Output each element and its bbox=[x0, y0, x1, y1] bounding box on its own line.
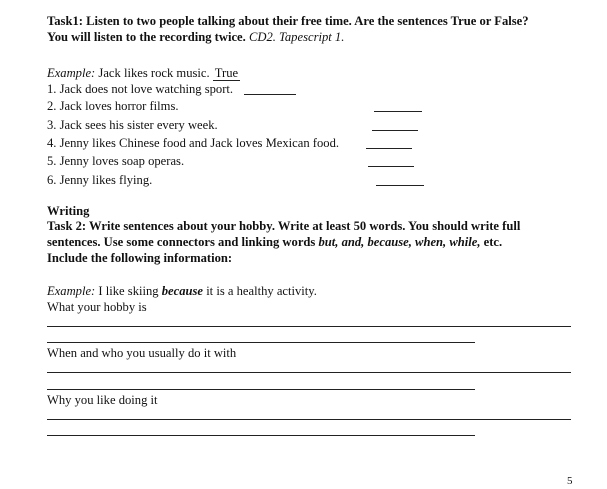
prompt-hobby: What your hobby is bbox=[47, 300, 147, 314]
writing-line-3a[interactable] bbox=[47, 419, 571, 420]
task1-item-5: 5. Jenny loves soap operas. bbox=[47, 154, 185, 168]
task2-example-because: because bbox=[161, 284, 204, 298]
task1-example-label: Example: bbox=[47, 66, 96, 80]
task2-example-label: Example: bbox=[47, 284, 96, 298]
writing-line-2a[interactable] bbox=[47, 372, 571, 373]
task2-connectors: but, and, because, when, while, bbox=[318, 235, 481, 249]
task2-example bbox=[47, 284, 317, 299]
task1-answer-blank-5[interactable] bbox=[368, 166, 414, 167]
task2-line2 bbox=[47, 235, 502, 250]
writing-line-3b[interactable] bbox=[47, 435, 475, 436]
task1-answer-blank-3[interactable] bbox=[372, 130, 418, 131]
task1-item-3: 3. Jack sees his sister every week. bbox=[47, 118, 218, 132]
task1-answer-blank-2[interactable] bbox=[374, 111, 422, 112]
task1-example bbox=[47, 66, 240, 81]
prompt-when-who: When and who you usually do it with bbox=[47, 346, 237, 360]
task1-item-6: 6. Jenny likes flying. bbox=[47, 173, 153, 187]
task1-item-2: 2. Jack loves horror films. bbox=[47, 99, 179, 113]
writing-line-1a[interactable] bbox=[47, 326, 571, 327]
task1-answer-blank-1[interactable] bbox=[244, 94, 296, 95]
task2-example-c: it is a healthy activity. bbox=[206, 284, 317, 298]
task1-item-4: 4. Jenny likes Chinese food and Jack loves Mexican food. bbox=[47, 136, 340, 150]
task2-line3: Include the following information: bbox=[47, 251, 233, 265]
writing-title: Writing bbox=[47, 204, 90, 218]
task1-example-text: Jack likes rock music. bbox=[98, 66, 210, 80]
task2-line2-a: sentences. Use some connectors and linking words bbox=[47, 235, 316, 249]
writing-line-1b[interactable] bbox=[47, 342, 475, 343]
task1-item-1: 1. Jack does not love watching sport. bbox=[47, 82, 234, 96]
task1-heading-line2 bbox=[47, 30, 344, 45]
task1-instruction: You will listen to the recording twice. bbox=[47, 30, 246, 44]
task1-example-answer: True bbox=[214, 66, 239, 80]
task1-answer-blank-4[interactable] bbox=[366, 148, 412, 149]
task2-line1: Task 2: Write sentences about your hobby. Write at least 50 words. You should write full bbox=[47, 219, 521, 233]
writing-line-2b[interactable] bbox=[47, 389, 475, 390]
task1-tapescript: CD2. Tapescript 1. bbox=[248, 30, 345, 44]
task1-answer-blank-6[interactable] bbox=[376, 185, 424, 186]
page-number: 5 bbox=[567, 475, 573, 487]
prompt-why: Why you like doing it bbox=[47, 393, 158, 407]
task2-example-a: I like skiing bbox=[98, 284, 159, 298]
task2-line2-c: etc. bbox=[483, 235, 503, 249]
task1-heading: Task1: Listen to two people talking about their free time. Are the sentences True or False? bbox=[47, 14, 529, 28]
